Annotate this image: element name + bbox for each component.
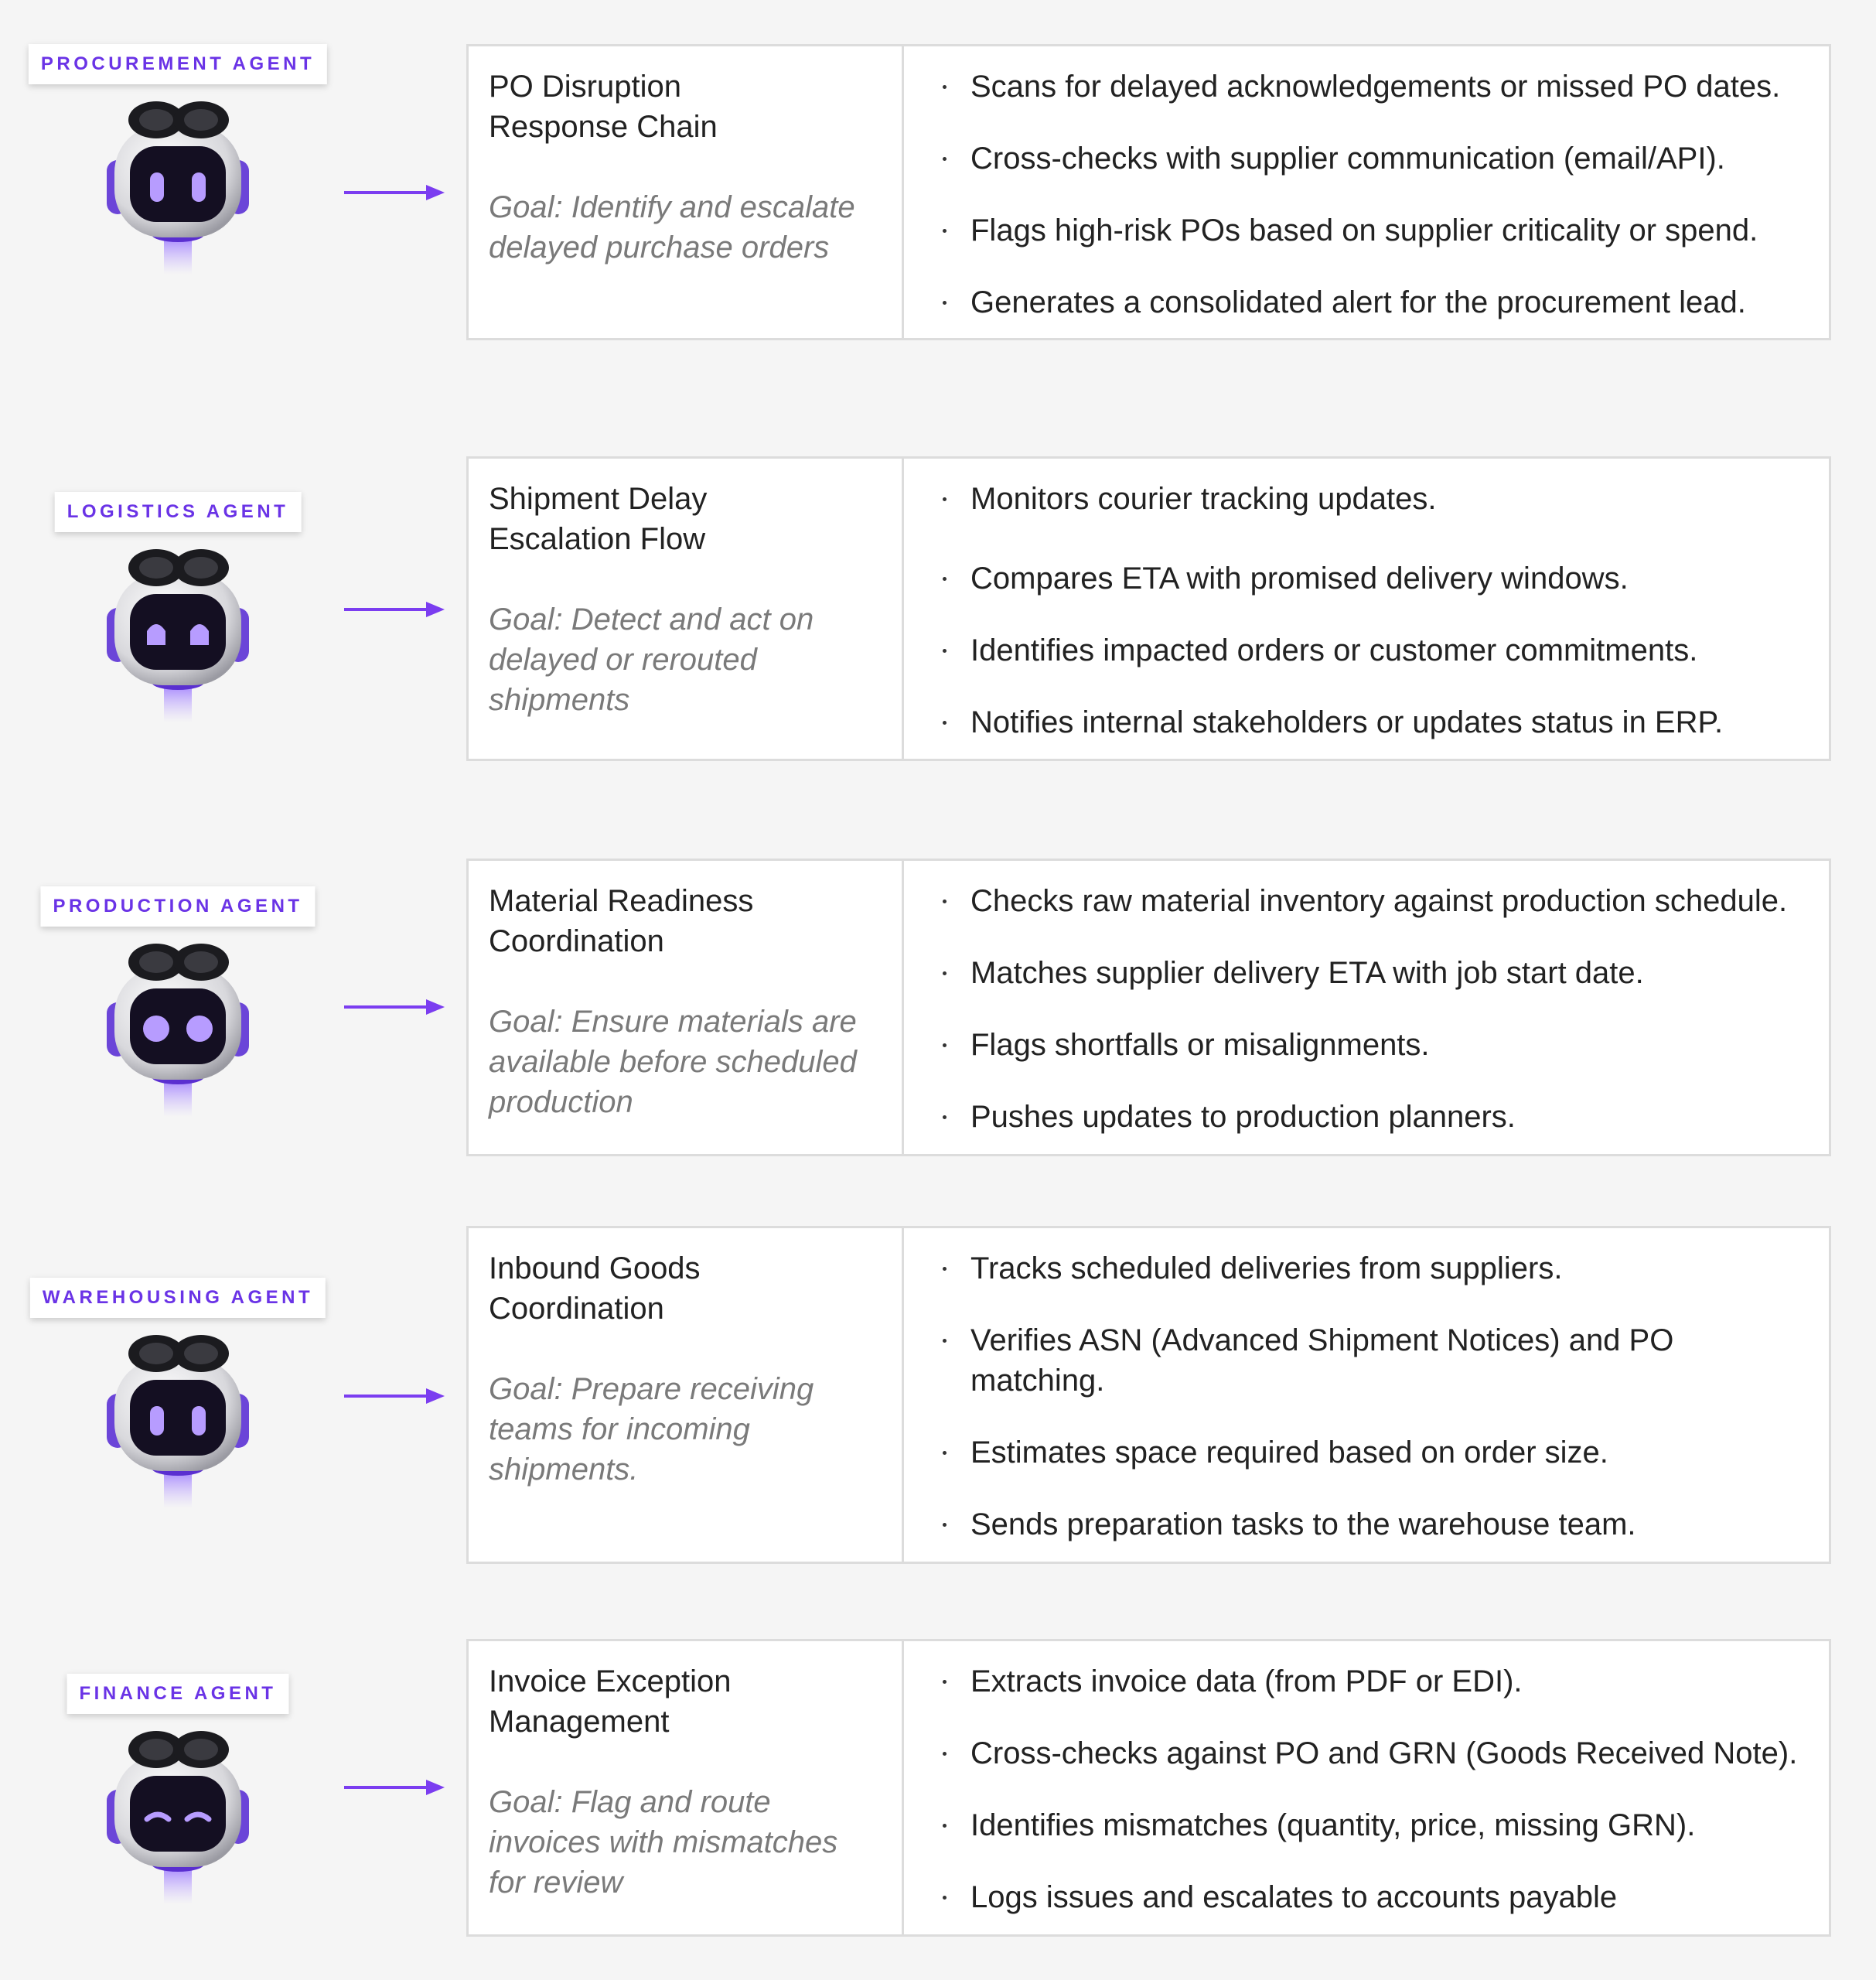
robot-icon [77, 83, 278, 284]
step-item: Compares ETA with promised delivery windows. [940, 558, 1806, 599]
workflow-summary [469, 459, 904, 759]
workflow-title: Material Readiness Coordination [489, 884, 754, 958]
workflow-summary [469, 861, 904, 1154]
agent-badge: WAREHOUSING AGENT [30, 1278, 326, 1318]
robot-icon [77, 925, 278, 1126]
right-arrow-icon [343, 992, 447, 1022]
right-arrow-icon [343, 594, 447, 625]
step-item: Logs issues and escalates to accounts payable [940, 1877, 1806, 1917]
agent-column [0, 1639, 356, 1937]
agent-row [0, 44, 1876, 340]
workflow-steps [904, 459, 1829, 759]
step-item: Monitors courier tracking updates. [940, 479, 1806, 519]
agent-row [0, 1226, 1876, 1564]
agent-column [0, 44, 356, 340]
agent-badge: FINANCE AGENT [67, 1674, 289, 1714]
step-item: Estimates space required based on order size. [940, 1432, 1806, 1473]
workflow-title: Inbound Goods Coordination [489, 1251, 701, 1326]
step-item: Sends preparation tasks to the warehouse team. [940, 1504, 1806, 1545]
workflow-summary [469, 1228, 904, 1562]
workflow-steps [904, 46, 1829, 338]
step-item: Scans for delayed acknowledgements or missed PO dates. [940, 67, 1806, 107]
workflow-steps [904, 1641, 1829, 1934]
right-arrow-icon [343, 1381, 447, 1412]
workflow-goal: Goal: Detect and act on delayed or rerouted shipments [489, 603, 814, 717]
agent-row [0, 859, 1876, 1156]
agent-row [0, 1639, 1876, 1937]
agent-badge: PRODUCTION AGENT [40, 886, 315, 927]
step-item: Matches supplier delivery ETA with job start date. [940, 953, 1806, 993]
workflow-card [466, 456, 1831, 761]
right-arrow-icon [343, 1772, 447, 1803]
workflow-goal: Goal: Ensure materials are available before scheduled production [489, 1005, 857, 1119]
robot-icon [77, 1316, 278, 1517]
step-item: Identifies impacted orders or customer commitments. [940, 630, 1806, 671]
step-item: Cross-checks with supplier communication (email/API). [940, 138, 1806, 179]
workflow-card [466, 44, 1831, 340]
step-item: Checks raw material inventory against production schedule. [940, 881, 1806, 921]
workflow-goal: Goal: Identify and escalate delayed purchase orders [489, 190, 855, 265]
agent-column [0, 1226, 356, 1564]
workflow-card [466, 1639, 1831, 1937]
step-item: Tracks scheduled deliveries from suppliers. [940, 1248, 1806, 1289]
step-item: Cross-checks against PO and GRN (Goods Received Note). [940, 1733, 1806, 1773]
agent-column [0, 456, 356, 761]
workflow-title: Invoice Exception Management [489, 1664, 732, 1739]
step-item: Flags shortfalls or misalignments. [940, 1025, 1806, 1065]
workflow-title: Shipment Delay Escalation Flow [489, 482, 708, 556]
robot-icon [77, 531, 278, 732]
step-item: Pushes updates to production planners. [940, 1097, 1806, 1137]
workflow-steps [904, 861, 1829, 1154]
agent-column [0, 859, 356, 1156]
agent-badge: LOGISTICS AGENT [55, 492, 302, 532]
step-item: Verifies ASN (Advanced Shipment Notices) and PO matching. [940, 1320, 1806, 1401]
workflow-goal: Goal: Prepare receiving teams for incoming shipments. [489, 1372, 814, 1487]
step-item: Generates a consolidated alert for the procurement lead. [940, 282, 1806, 323]
agent-badge: PROCUREMENT AGENT [29, 44, 327, 84]
workflow-title: PO Disruption Response Chain [489, 70, 718, 144]
workflow-card [466, 1226, 1831, 1564]
workflow-summary [469, 46, 904, 338]
workflow-goal: Goal: Flag and route invoices with mismatches for review [489, 1785, 838, 1900]
workflow-summary [469, 1641, 904, 1934]
step-item: Flags high-risk POs based on supplier criticality or spend. [940, 210, 1806, 251]
step-item: Notifies internal stakeholders or updates status in ERP. [940, 702, 1806, 742]
step-item: Extracts invoice data (from PDF or EDI). [940, 1661, 1806, 1702]
step-item: Identifies mismatches (quantity, price, missing GRN). [940, 1805, 1806, 1845]
agent-row [0, 456, 1876, 761]
right-arrow-icon [343, 177, 447, 208]
workflow-steps [904, 1228, 1829, 1562]
workflow-card [466, 859, 1831, 1156]
robot-icon [77, 1712, 278, 1913]
